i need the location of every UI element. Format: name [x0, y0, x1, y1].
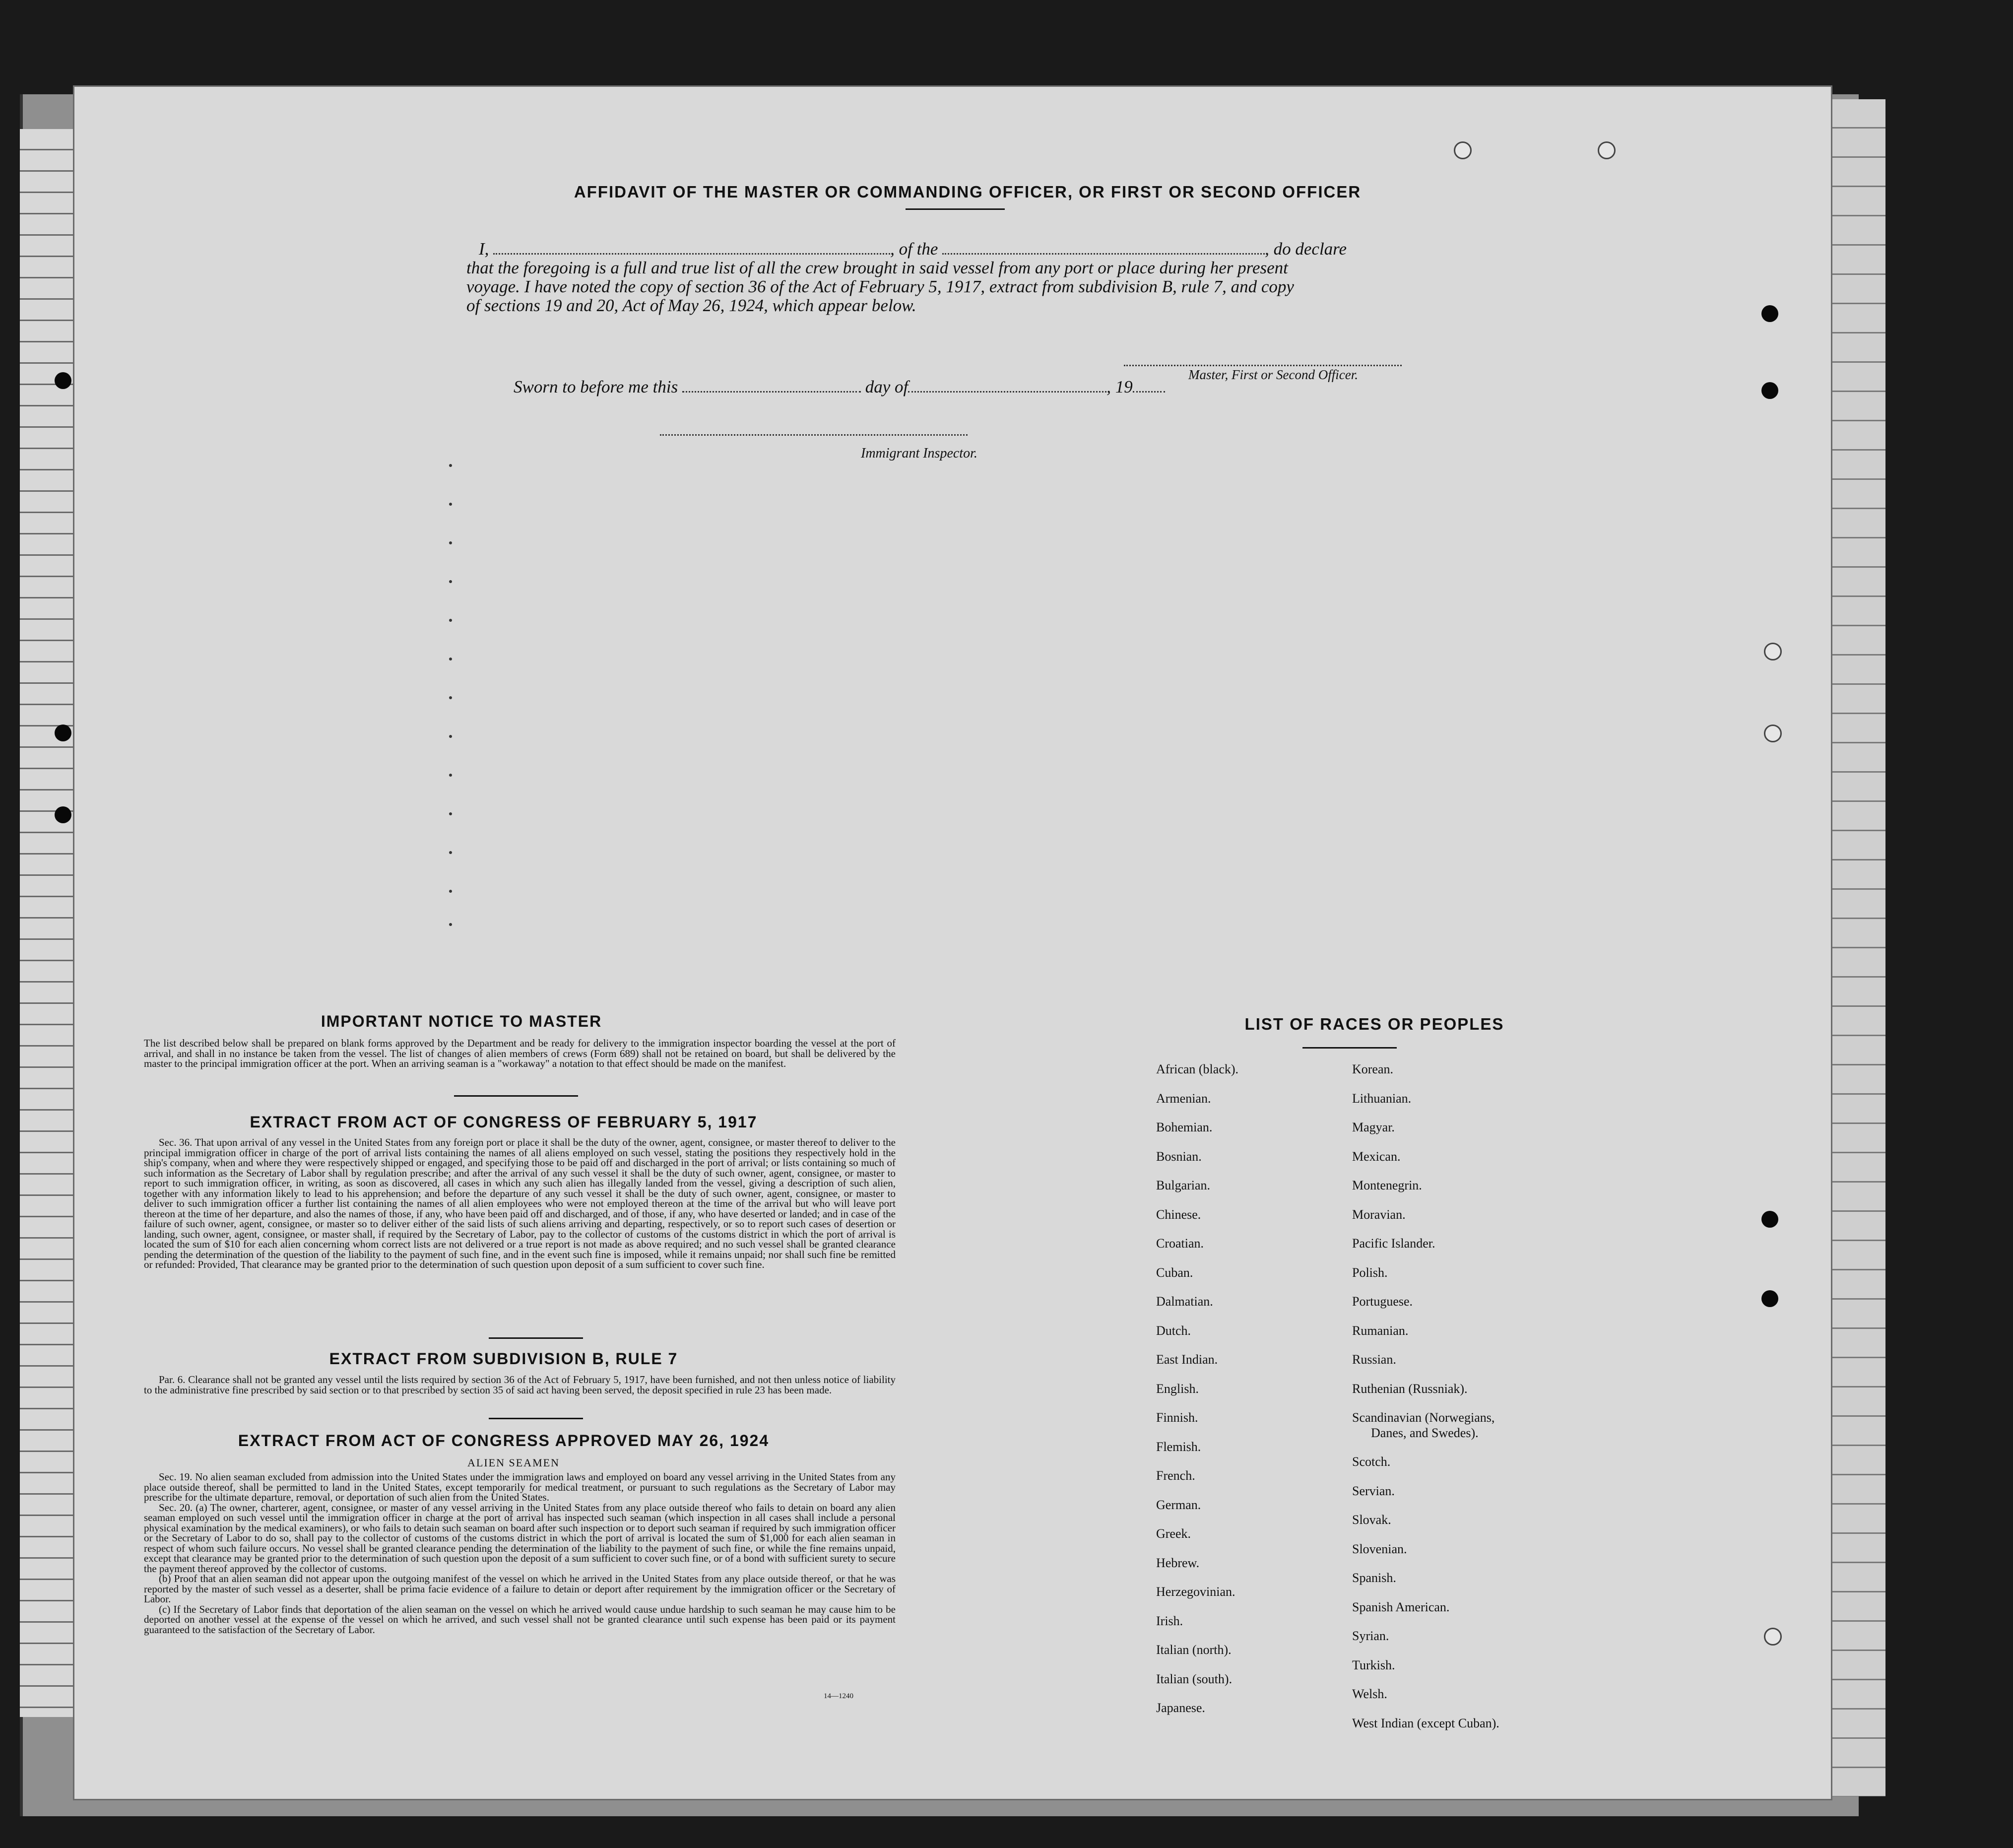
race-item: Slovak. [1352, 1513, 1391, 1527]
section-divider [489, 1337, 583, 1339]
race-item: Croatian. [1156, 1236, 1204, 1251]
punch-hole [1598, 141, 1616, 159]
form-number: 14—1240 [824, 1692, 853, 1700]
race-item: Lithuanian. [1352, 1091, 1412, 1106]
punch-hole [1761, 382, 1778, 399]
punch-hole [55, 372, 71, 389]
race-item: Polish. [1352, 1265, 1388, 1280]
race-item: Turkish. [1352, 1657, 1395, 1672]
race-item: Russian. [1352, 1352, 1396, 1367]
vessel-blank[interactable] [942, 239, 1265, 255]
declaration-do-declare: , do declare [1265, 239, 1347, 259]
section-20a-paragraph: Sec. 20. (a) The owner, charterer, agent, consignee, or master of any vessel arriving in the United States from any place outside thereof who fails to detain on board any alien seaman employed on such vessel until the immigration officer in charge at the port of arrival has inspected such seaman (which inspection in all cases shall include a personal physical examination by the medical examiners), or who fails to detain such seaman on board after such inspection or to deport such seaman if required by such immigration officer or the Secretary of Labor to do so, shall pay to the collector of customs of the customs district in which the port of arrival is located the sum of $1,000 for each alien seaman in respect of whom such failure occurs. No vessel shall be granted clearance pending the determination of the liability to the payment of such fine, or while the fine remains unpaid, except that clearance may be granted prior to the determination of such question upon the deposit of a sum sufficient to cover such fine, or of a bond with sufficient surety to secure the payment thereof approved by the collector of customs. [144, 1501, 896, 1575]
section-divider [489, 1418, 583, 1419]
inspector-caption: Immigrant Inspector. [861, 446, 977, 461]
sworn-day-blank[interactable] [682, 377, 861, 393]
race-item: African (black). [1156, 1062, 1239, 1076]
declaration-line-3: voyage. I have noted the copy of section 36 of the Act of February 5, 1917, extract from subdivision B, rule 7, and copy [466, 277, 1294, 296]
extract-rule7-text: Par. 6. Clearance shall not be granted any vessel until the lists required by section 36 of the Act of February 5, 1917, have been furnished, and not then unless notice of liability to the administrative fine prescribed by said section or to that prescribed by section 35 of said act having been served, the deposit specified in rule 23 has been made. [144, 1374, 896, 1396]
sworn-year-blank[interactable] [1133, 377, 1165, 393]
race-item: East Indian. [1156, 1352, 1218, 1367]
race-item: Syrian. [1352, 1629, 1389, 1643]
extract-1924-title: EXTRACT FROM ACT OF CONGRESS APPROVED MAY 26, 1924 [238, 1432, 770, 1450]
sworn-day-of: day of [865, 377, 909, 396]
notice-text: The list described below shall be prepared on blank forms approved by the Department and be ready for delivery to the immigration inspector boarding the vessel at the port of arrival, and shall in no instance be taken from the vessel. The list of changes of alien members of crews (Form 689) shall not be retained on board, but shall be delivered by the master to the principal immigration officer at the port. When an arriving seaman is a "workaway" a notation to that effect should be made on the manifest. [144, 1037, 896, 1069]
race-item: Chinese. [1156, 1207, 1201, 1222]
extract-1924-text [144, 1472, 896, 1635]
race-item: West Indian (except Cuban). [1352, 1716, 1499, 1730]
sworn-month-blank[interactable] [908, 377, 1106, 393]
race-item: Mexican. [1352, 1149, 1401, 1164]
race-item: Italian (south). [1156, 1671, 1233, 1686]
race-item: Spanish American. [1352, 1599, 1450, 1614]
punch-hole [1764, 1628, 1782, 1646]
race-item: German. [1156, 1497, 1201, 1512]
races-title-underline [1302, 1047, 1397, 1049]
title-underline [906, 208, 1005, 210]
punch-hole [1764, 643, 1782, 660]
race-item: Korean. [1352, 1062, 1394, 1076]
punch-hole [1761, 1290, 1778, 1307]
race-item: Moravian. [1352, 1207, 1406, 1222]
section-19-paragraph: Sec. 19. No alien seaman excluded from admission into the United States under the immigration laws and employed on board any vessel arriving in the United States from any place outside thereof, shall be permitted to land in the United States, except temporarily for medical treatment, or pursuant to such regulations as the Secretary of Labor may prescribe for the ultimate departure, removal, or deportation of such alien from the United States. [144, 1471, 896, 1503]
race-item: Magyar. [1352, 1120, 1395, 1134]
race-item: Ruthenian (Russniak). [1352, 1381, 1468, 1396]
section-20b-paragraph: (b) Proof that an alien seaman did not appear upon the outgoing manifest of the vessel on which he arrived in the United States from any place outside thereof, or that he was reported by the master of such vessel as a deserter, shall be prima facie evidence of a failure to detain or deport after requirement by the immigration officer or the Secretary of Labor. [144, 1573, 896, 1605]
punch-hole [55, 806, 71, 823]
alien-seamen-subtitle: ALIEN SEAMEN [467, 1456, 560, 1469]
race-item: Bosnian. [1156, 1149, 1202, 1164]
sworn-text: Sworn to before me this [514, 377, 678, 396]
declaration-of-the: , of the [890, 239, 938, 259]
race-item: Spanish. [1352, 1571, 1396, 1585]
race-item: Pacific Islander. [1352, 1236, 1435, 1251]
declaration-line-4: of sections 19 and 20, Act of May 26, 1924, which appear below. [466, 296, 916, 315]
master-signature-line[interactable] [1124, 365, 1402, 366]
punch-hole [1454, 141, 1472, 159]
race-item: Irish. [1156, 1613, 1183, 1628]
punch-hole [55, 725, 71, 741]
race-item: Flemish. [1156, 1439, 1201, 1454]
sworn-year-prefix: , 19 [1106, 377, 1133, 396]
race-item: Slovenian. [1352, 1541, 1407, 1556]
section-20c-paragraph: (c) If the Secretary of Labor finds that deportation of the alien seaman on the vessel on which he arrived would cause undue hardship to such seaman he may cause him to be deported on another vessel at the expense of the vessel on which he arrived, and such vessel shall not be granted clearance until such expense has been paid or its payment guaranteed to the satisfaction of the Secretary of Labor. [144, 1603, 896, 1636]
race-item: Portuguese. [1352, 1294, 1413, 1309]
ruled-paper-edge-right [1826, 99, 1885, 1796]
race-item: Armenian. [1156, 1091, 1211, 1106]
race-item: Finnish. [1156, 1410, 1198, 1425]
affidavit-title: AFFIDAVIT OF THE MASTER OR COMMANDING OFFICER, OR FIRST OR SECOND OFFICER [574, 183, 1362, 201]
notice-title: IMPORTANT NOTICE TO MASTER [321, 1012, 602, 1030]
dotted-column-marks [449, 464, 459, 925]
sworn-line [514, 377, 1165, 397]
race-item: French. [1156, 1468, 1195, 1483]
race-item: Herzegovinian. [1156, 1584, 1235, 1599]
race-item: Montenegrin. [1352, 1178, 1422, 1192]
race-item: Cuban. [1156, 1265, 1193, 1280]
extract-1917-text: Sec. 36. That upon arrival of any vessel in the United States from any foreign port or place it shall be the duty of the owner, agent, consignee, or master thereof to deliver to the principal immigration officer in charge of the port of arrival lists containing the names of all aliens employed on such vessel, stating the positions they respectively hold in the ship's company, when and where they were respectively shipped or engaged, and specifying those to be paid off and discharged in the port of arrival; or lists containing so much of such information as the Secretary of Labor shall by regulation prescribe; and after the arrival of any such vessel it shall be the duty of such owner, agent, consignee, or master to report to such immigration officer, in writing, as soon as discovered, all cases in which any such alien has illegally landed from the vessel, giving a description of such alien, together with any information likely to lead to his apprehension; and before the departure of any such vessel it shall be the duty of such owner, agent, consignee, or master to deliver to such immigration officer a further list containing the names of all alien employees who were not employed thereon at the time of the arrival but who will leave port thereon at the time of her departure, and also the names of those, if any, who have been paid off and discharged, and of those, if any, who have deserted or landed; and in case of the failure of such owner, agent, consignee, or master so to deliver either of the said lists of such aliens arriving and departing, respectively, or so to report such cases of desertion or landing, such owner, agent, consignee, or master shall, if required by the Secretary of Labor, pay to the collector of customs of the customs district in which the port of arrival is located the sum of $10 for each alien concerning whom correct lists are not delivered or a true report is not made as above required; and no such vessel shall be granted clearance pending the determination of the question of the liability to the payment of such fine, and in the event such fine is imposed, while it remains unpaid; nor shall such fine be remitted or refunded: Provided, That clearance may be granted prior to the determination of such question upon deposit of a sum sufficient to cover such fine. [144, 1136, 896, 1270]
race-item: Dalmatian. [1156, 1294, 1213, 1309]
race-item: Japanese. [1156, 1701, 1205, 1715]
race-item: Hebrew. [1156, 1555, 1200, 1570]
race-item: Welsh. [1352, 1687, 1387, 1701]
extract-rule7-title: EXTRACT FROM SUBDIVISION B, RULE 7 [329, 1350, 678, 1368]
declaration-line-1 [479, 239, 1347, 259]
race-item: Bohemian. [1156, 1120, 1213, 1134]
race-item: English. [1156, 1381, 1199, 1396]
declaration-line-2: that the foregoing is a full and true list of all the crew brought in said vessel from any port or place during her present [466, 258, 1288, 277]
race-item: Dutch. [1156, 1323, 1191, 1338]
race-item: Greek. [1156, 1526, 1191, 1541]
punch-hole [1761, 1211, 1778, 1228]
name-blank[interactable] [493, 239, 890, 255]
declaration-i: I, [479, 239, 489, 259]
race-item: Scotch. [1352, 1454, 1391, 1469]
punch-hole [1761, 305, 1778, 322]
race-item: Rumanian. [1352, 1323, 1409, 1338]
race-item: Servian. [1352, 1483, 1395, 1498]
race-item: Bulgarian. [1156, 1178, 1211, 1192]
extract-1917-title: EXTRACT FROM ACT OF CONGRESS OF FEBRUARY 5, 1917 [250, 1113, 758, 1131]
inspector-signature-line[interactable] [660, 434, 968, 436]
master-signature-caption: Master, First or Second Officer. [1188, 367, 1358, 382]
race-item: Scandinavian (Norwegians, [1352, 1410, 1495, 1425]
punch-hole [1764, 725, 1782, 742]
races-title: LIST OF RACES OR PEOPLES [1244, 1015, 1504, 1033]
section-divider [454, 1095, 578, 1097]
race-item: Danes, and Swedes). [1371, 1425, 1479, 1440]
race-item: Italian (north). [1156, 1643, 1232, 1657]
